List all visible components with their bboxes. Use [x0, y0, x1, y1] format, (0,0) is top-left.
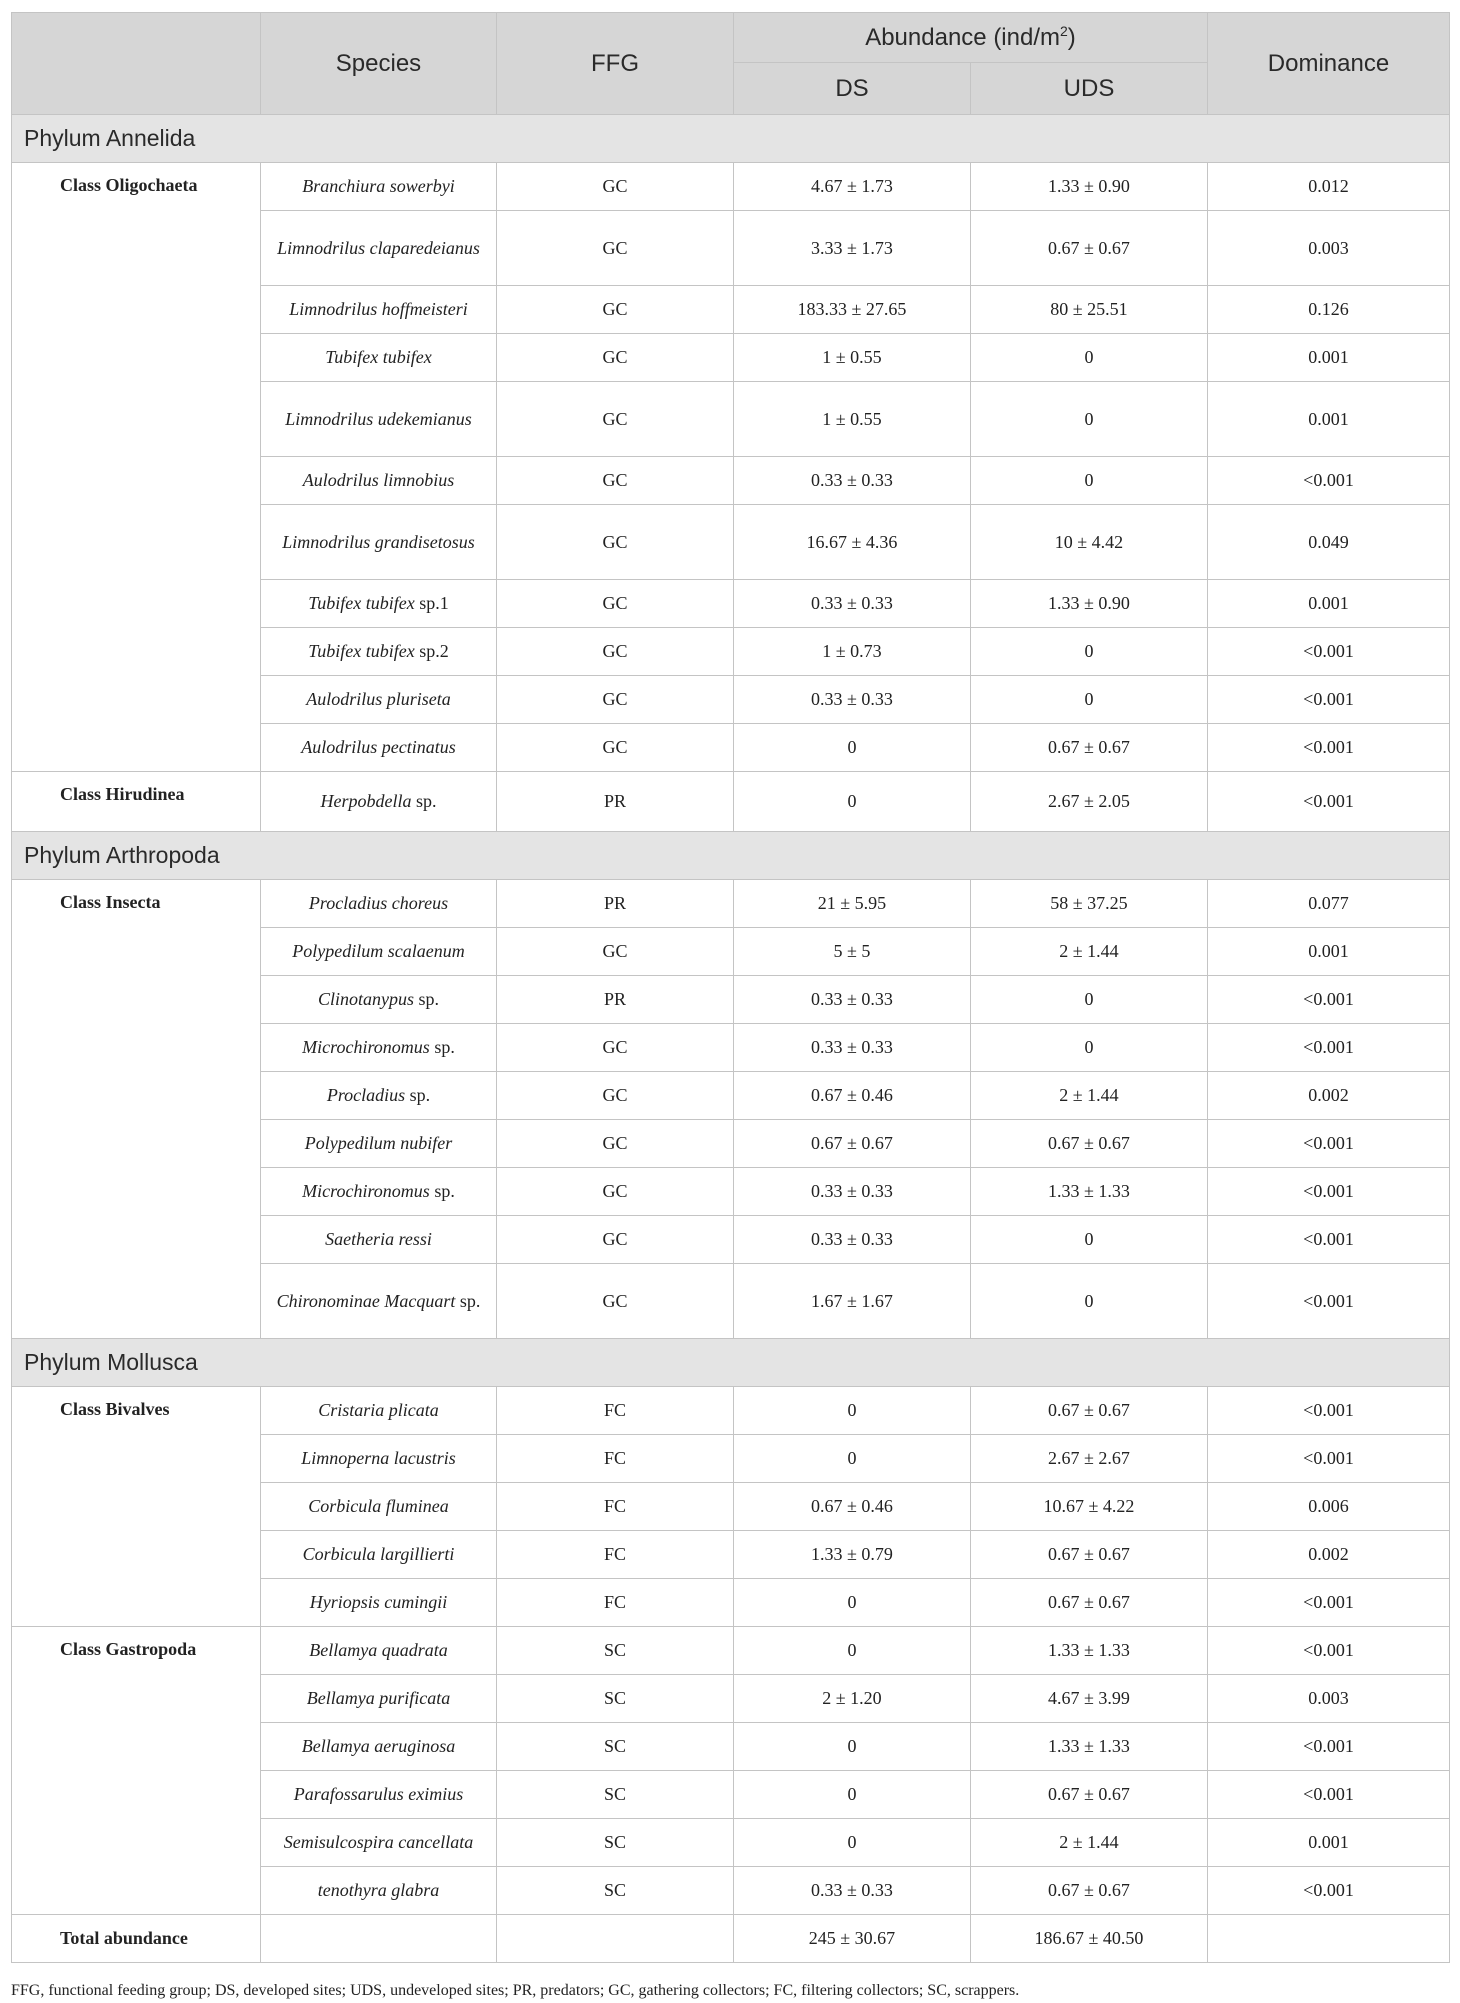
- uds-cell: 0.67 ± 0.67: [971, 1579, 1208, 1627]
- ffg-cell: GC: [497, 1120, 734, 1168]
- total-species-empty: [261, 1915, 497, 1963]
- ffg-cell: GC: [497, 505, 734, 580]
- species-cell: [261, 1627, 497, 1675]
- species-cell: [261, 1387, 497, 1435]
- ds-cell: 0.33 ± 0.33: [734, 1867, 971, 1915]
- ds-cell: 0: [734, 1435, 971, 1483]
- dominance-cell: 0.003: [1208, 211, 1450, 286]
- uds-cell: 1.33 ± 1.33: [971, 1627, 1208, 1675]
- dominance-cell: 0.002: [1208, 1531, 1450, 1579]
- ffg-cell: GC: [497, 286, 734, 334]
- ds-cell: 0: [734, 1387, 971, 1435]
- dominance-cell: 0.049: [1208, 505, 1450, 580]
- species-name: Herpobdella: [320, 791, 412, 811]
- ds-cell: 0: [734, 772, 971, 832]
- dominance-cell: <0.001: [1208, 628, 1450, 676]
- ffg-cell: GC: [497, 457, 734, 505]
- header-abundance-close: ): [1067, 24, 1076, 51]
- uds-cell: 1.33 ± 1.33: [971, 1723, 1208, 1771]
- ffg-cell: FC: [497, 1579, 734, 1627]
- species-cell: [261, 334, 497, 382]
- ffg-cell: GC: [497, 628, 734, 676]
- ds-cell: 0.33 ± 0.33: [734, 580, 971, 628]
- ffg-cell: GC: [497, 580, 734, 628]
- species-suffix: sp.: [455, 1290, 481, 1311]
- ds-cell: 1 ± 0.55: [734, 334, 971, 382]
- ffg-cell: SC: [497, 1819, 734, 1867]
- ds-cell: 0: [734, 1627, 971, 1675]
- species-cell: [261, 772, 497, 832]
- species-name: Tubifex tubifex: [325, 347, 432, 367]
- uds-cell: 0: [971, 1264, 1208, 1339]
- species-name: Corbicula largillierti: [302, 1544, 455, 1564]
- uds-cell: 0: [971, 457, 1208, 505]
- ds-cell: 16.67 ± 4.36: [734, 505, 971, 580]
- ds-cell: 2 ± 1.20: [734, 1675, 971, 1723]
- species-cell: [261, 928, 497, 976]
- uds-cell: 0.67 ± 0.67: [971, 724, 1208, 772]
- species-table-container: [11, 12, 1449, 1963]
- uds-cell: 0: [971, 676, 1208, 724]
- ds-cell: 0.33 ± 0.33: [734, 1024, 971, 1072]
- phylum-row: [12, 832, 1450, 880]
- uds-cell: 0.67 ± 0.67: [971, 1867, 1208, 1915]
- ffg-cell: GC: [497, 1168, 734, 1216]
- dominance-cell: 0.001: [1208, 580, 1450, 628]
- species-suffix: sp.: [429, 1037, 455, 1057]
- uds-cell: 0.67 ± 0.67: [971, 1120, 1208, 1168]
- uds-cell: 0: [971, 382, 1208, 457]
- uds-cell: 0: [971, 334, 1208, 382]
- species-name: tenothyra glabra: [317, 1880, 440, 1900]
- class-label: Class Hirudinea: [12, 772, 261, 832]
- species-cell: [261, 505, 497, 580]
- species-name: Limnodrilus grandisetosus: [282, 531, 475, 552]
- species-name: Saetheria ressi: [325, 1229, 432, 1249]
- uds-cell: 0: [971, 628, 1208, 676]
- ds-cell: 0.67 ± 0.46: [734, 1072, 971, 1120]
- uds-cell: 0.67 ± 0.67: [971, 1771, 1208, 1819]
- species-name: Tubifex tubifex: [308, 593, 415, 613]
- species-name: Bellamya quadrata: [309, 1640, 448, 1660]
- table-header: [12, 13, 1450, 115]
- ds-cell: 183.33 ± 27.65: [734, 286, 971, 334]
- header-ffg: FFG: [497, 13, 734, 115]
- uds-cell: 1.33 ± 0.90: [971, 580, 1208, 628]
- ffg-cell: GC: [497, 928, 734, 976]
- uds-cell: 10.67 ± 4.22: [971, 1483, 1208, 1531]
- ffg-cell: SC: [497, 1867, 734, 1915]
- species-cell: [261, 1867, 497, 1915]
- dominance-cell: 0.002: [1208, 1072, 1450, 1120]
- dominance-cell: 0.012: [1208, 163, 1450, 211]
- ds-cell: 0.33 ± 0.33: [734, 457, 971, 505]
- ffg-cell: GC: [497, 163, 734, 211]
- ffg-cell: GC: [497, 382, 734, 457]
- ds-cell: 3.33 ± 1.73: [734, 211, 971, 286]
- dominance-cell: <0.001: [1208, 1771, 1450, 1819]
- table-row: [12, 1627, 1450, 1675]
- header-group-cell: [12, 13, 261, 115]
- ds-cell: 1 ± 0.73: [734, 628, 971, 676]
- header-uds: UDS: [971, 63, 1208, 115]
- species-name: Aulodrilus pluriseta: [306, 689, 451, 709]
- dominance-cell: <0.001: [1208, 457, 1450, 505]
- ffg-cell: GC: [497, 1024, 734, 1072]
- dominance-cell: 0.001: [1208, 382, 1450, 457]
- species-name: Limnodrilus hoffmeisteri: [289, 299, 468, 319]
- ffg-cell: PR: [497, 772, 734, 832]
- dominance-cell: <0.001: [1208, 1264, 1450, 1339]
- total-ds: 245 ± 30.67: [734, 1915, 971, 1963]
- species-name: Hyriopsis cumingii: [309, 1592, 448, 1612]
- species-cell: [261, 1771, 497, 1819]
- dominance-cell: <0.001: [1208, 724, 1450, 772]
- ds-cell: 0.33 ± 0.33: [734, 676, 971, 724]
- dominance-cell: <0.001: [1208, 676, 1450, 724]
- ds-cell: 0.33 ± 0.33: [734, 1168, 971, 1216]
- uds-cell: 4.67 ± 3.99: [971, 1675, 1208, 1723]
- header-dominance: Dominance: [1208, 13, 1450, 115]
- ds-cell: 21 ± 5.95: [734, 880, 971, 928]
- table-body: [12, 115, 1450, 1963]
- ds-cell: 0.67 ± 0.67: [734, 1120, 971, 1168]
- table-row: [12, 772, 1450, 832]
- species-cell: [261, 1483, 497, 1531]
- uds-cell: 2.67 ± 2.67: [971, 1435, 1208, 1483]
- dominance-cell: <0.001: [1208, 1579, 1450, 1627]
- species-cell: [261, 1723, 497, 1771]
- header-abundance-text: Abundance (ind/m: [865, 24, 1060, 51]
- dominance-cell: <0.001: [1208, 976, 1450, 1024]
- ds-cell: 0: [734, 1771, 971, 1819]
- species-name: Corbicula fluminea: [308, 1496, 449, 1516]
- total-ffg-empty: [497, 1915, 734, 1963]
- ffg-cell: GC: [497, 676, 734, 724]
- species-cell: [261, 382, 497, 457]
- species-cell: [261, 457, 497, 505]
- ds-cell: 0: [734, 1579, 971, 1627]
- species-name: Limnodrilus udekemianus: [285, 408, 472, 429]
- species-cell: [261, 676, 497, 724]
- species-cell: [261, 1531, 497, 1579]
- table-footnote: FFG, functional feeding group; DS, developed sites; UDS, undeveloped sites; PR, predators; GC, gathering collectors; FC, filtering collectors; SC, scrappers.: [11, 1982, 1020, 1999]
- species-suffix: sp.1: [414, 593, 449, 613]
- uds-cell: 0.67 ± 0.67: [971, 1531, 1208, 1579]
- table-row: [12, 1387, 1450, 1435]
- species-cell: [261, 880, 497, 928]
- ffg-cell: GC: [497, 1264, 734, 1339]
- species-cell: [261, 211, 497, 286]
- species-name: Microchironomus: [302, 1181, 430, 1201]
- ffg-cell: GC: [497, 724, 734, 772]
- species-name: Aulodrilus pectinatus: [301, 737, 456, 757]
- species-name: Bellamya aeruginosa: [301, 1736, 456, 1756]
- species-cell: [261, 976, 497, 1024]
- dominance-cell: <0.001: [1208, 1168, 1450, 1216]
- species-cell: [261, 1675, 497, 1723]
- ffg-cell: PR: [497, 976, 734, 1024]
- species-name: Cristaria plicata: [318, 1400, 439, 1420]
- species-name: Tubifex tubifex: [308, 641, 415, 661]
- species-name: Parafossarulus eximius: [293, 1784, 464, 1804]
- species-name: Clinotanypus: [317, 989, 414, 1009]
- species-name: Polypedilum nubifer: [304, 1133, 453, 1153]
- dominance-cell: 0.006: [1208, 1483, 1450, 1531]
- dominance-cell: <0.001: [1208, 1867, 1450, 1915]
- total-row: [12, 1915, 1450, 1963]
- species-cell: [261, 1579, 497, 1627]
- uds-cell: 10 ± 4.42: [971, 505, 1208, 580]
- ds-cell: 4.67 ± 1.73: [734, 163, 971, 211]
- ds-cell: 0: [734, 724, 971, 772]
- dominance-cell: <0.001: [1208, 1387, 1450, 1435]
- phylum-label: Phylum Annelida: [12, 115, 1450, 163]
- species-cell: [261, 163, 497, 211]
- ds-cell: 1.33 ± 0.79: [734, 1531, 971, 1579]
- uds-cell: 0.67 ± 0.67: [971, 1387, 1208, 1435]
- uds-cell: 0: [971, 1024, 1208, 1072]
- dominance-cell: <0.001: [1208, 1627, 1450, 1675]
- uds-cell: 1.33 ± 1.33: [971, 1168, 1208, 1216]
- header-abundance: [734, 13, 1208, 63]
- ffg-cell: GC: [497, 1216, 734, 1264]
- species-suffix: sp.: [429, 1181, 455, 1201]
- ds-cell: 0.33 ± 0.33: [734, 976, 971, 1024]
- species-cell: [261, 1216, 497, 1264]
- ds-cell: 0.67 ± 0.46: [734, 1483, 971, 1531]
- species-suffix: sp.: [411, 791, 437, 811]
- ds-cell: 0: [734, 1819, 971, 1867]
- species-name: Polypedilum scalaenum: [292, 941, 465, 961]
- uds-cell: 80 ± 25.51: [971, 286, 1208, 334]
- dominance-cell: 0.077: [1208, 880, 1450, 928]
- ffg-cell: FC: [497, 1531, 734, 1579]
- species-cell: [261, 1168, 497, 1216]
- species-cell: [261, 580, 497, 628]
- class-label: Class Bivalves: [12, 1387, 261, 1627]
- total-uds: 186.67 ± 40.50: [971, 1915, 1208, 1963]
- ffg-cell: FC: [497, 1387, 734, 1435]
- dominance-cell: <0.001: [1208, 1723, 1450, 1771]
- species-suffix: sp.: [414, 989, 440, 1009]
- species-name: Procladius: [326, 1085, 406, 1105]
- uds-cell: 2 ± 1.44: [971, 928, 1208, 976]
- species-name: Bellamya purificata: [306, 1688, 451, 1708]
- total-dominance-empty: [1208, 1915, 1450, 1963]
- species-name: Branchiura sowerbyi: [302, 176, 455, 196]
- species-suffix: sp.: [405, 1085, 431, 1105]
- dominance-cell: 0.001: [1208, 334, 1450, 382]
- dominance-cell: 0.001: [1208, 1819, 1450, 1867]
- uds-cell: 2 ± 1.44: [971, 1819, 1208, 1867]
- ds-cell: 0: [734, 1723, 971, 1771]
- species-name: Chironominae Macquart: [276, 1290, 456, 1311]
- ffg-cell: SC: [497, 1723, 734, 1771]
- ds-cell: 5 ± 5: [734, 928, 971, 976]
- uds-cell: 2 ± 1.44: [971, 1072, 1208, 1120]
- phylum-label: Phylum Mollusca: [12, 1339, 1450, 1387]
- class-label: Class Oligochaeta: [12, 163, 261, 772]
- uds-cell: 2.67 ± 2.05: [971, 772, 1208, 832]
- species-name: Limnoperna lacustris: [301, 1448, 456, 1468]
- uds-cell: 0: [971, 1216, 1208, 1264]
- dominance-cell: <0.001: [1208, 1216, 1450, 1264]
- ffg-cell: SC: [497, 1675, 734, 1723]
- class-label: Class Gastropoda: [12, 1627, 261, 1915]
- species-cell: [261, 1120, 497, 1168]
- species-cell: [261, 1435, 497, 1483]
- dominance-cell: 0.001: [1208, 928, 1450, 976]
- table-row: [12, 163, 1450, 211]
- uds-cell: 0.67 ± 0.67: [971, 211, 1208, 286]
- ds-cell: 1 ± 0.55: [734, 382, 971, 457]
- uds-cell: 0: [971, 976, 1208, 1024]
- ds-cell: 1.67 ± 1.67: [734, 1264, 971, 1339]
- table-row: [12, 880, 1450, 928]
- phylum-label: Phylum Arthropoda: [12, 832, 1450, 880]
- header-abundance-sup: 2: [1060, 23, 1068, 39]
- species-cell: [261, 628, 497, 676]
- dominance-cell: 0.003: [1208, 1675, 1450, 1723]
- header-ds: DS: [734, 63, 971, 115]
- ffg-cell: SC: [497, 1771, 734, 1819]
- dominance-cell: <0.001: [1208, 1024, 1450, 1072]
- species-abundance-table: [11, 12, 1450, 1963]
- class-label: Class Insecta: [12, 880, 261, 1339]
- ffg-cell: PR: [497, 880, 734, 928]
- total-label: Total abundance: [12, 1915, 261, 1963]
- ffg-cell: FC: [497, 1483, 734, 1531]
- species-name: Semisulcospira cancellata: [283, 1832, 474, 1852]
- species-cell: [261, 1024, 497, 1072]
- dominance-cell: <0.001: [1208, 1120, 1450, 1168]
- ffg-cell: FC: [497, 1435, 734, 1483]
- species-cell: [261, 1072, 497, 1120]
- phylum-row: [12, 115, 1450, 163]
- ffg-cell: GC: [497, 334, 734, 382]
- species-name: Microchironomus: [302, 1037, 430, 1057]
- species-cell: [261, 1819, 497, 1867]
- ffg-cell: SC: [497, 1627, 734, 1675]
- dominance-cell: <0.001: [1208, 772, 1450, 832]
- phylum-row: [12, 1339, 1450, 1387]
- species-name: Procladius choreus: [308, 893, 449, 913]
- species-cell: [261, 286, 497, 334]
- dominance-cell: 0.126: [1208, 286, 1450, 334]
- uds-cell: 58 ± 37.25: [971, 880, 1208, 928]
- ds-cell: 0.33 ± 0.33: [734, 1216, 971, 1264]
- species-name: Aulodrilus limnobius: [302, 470, 455, 490]
- species-suffix: sp.2: [414, 641, 449, 661]
- uds-cell: 1.33 ± 0.90: [971, 163, 1208, 211]
- species-cell: [261, 1264, 497, 1339]
- species-name: Limnodrilus claparedeianus: [277, 237, 480, 258]
- species-cell: [261, 724, 497, 772]
- header-species: Species: [261, 13, 497, 115]
- ffg-cell: GC: [497, 1072, 734, 1120]
- dominance-cell: <0.001: [1208, 1435, 1450, 1483]
- ffg-cell: GC: [497, 211, 734, 286]
